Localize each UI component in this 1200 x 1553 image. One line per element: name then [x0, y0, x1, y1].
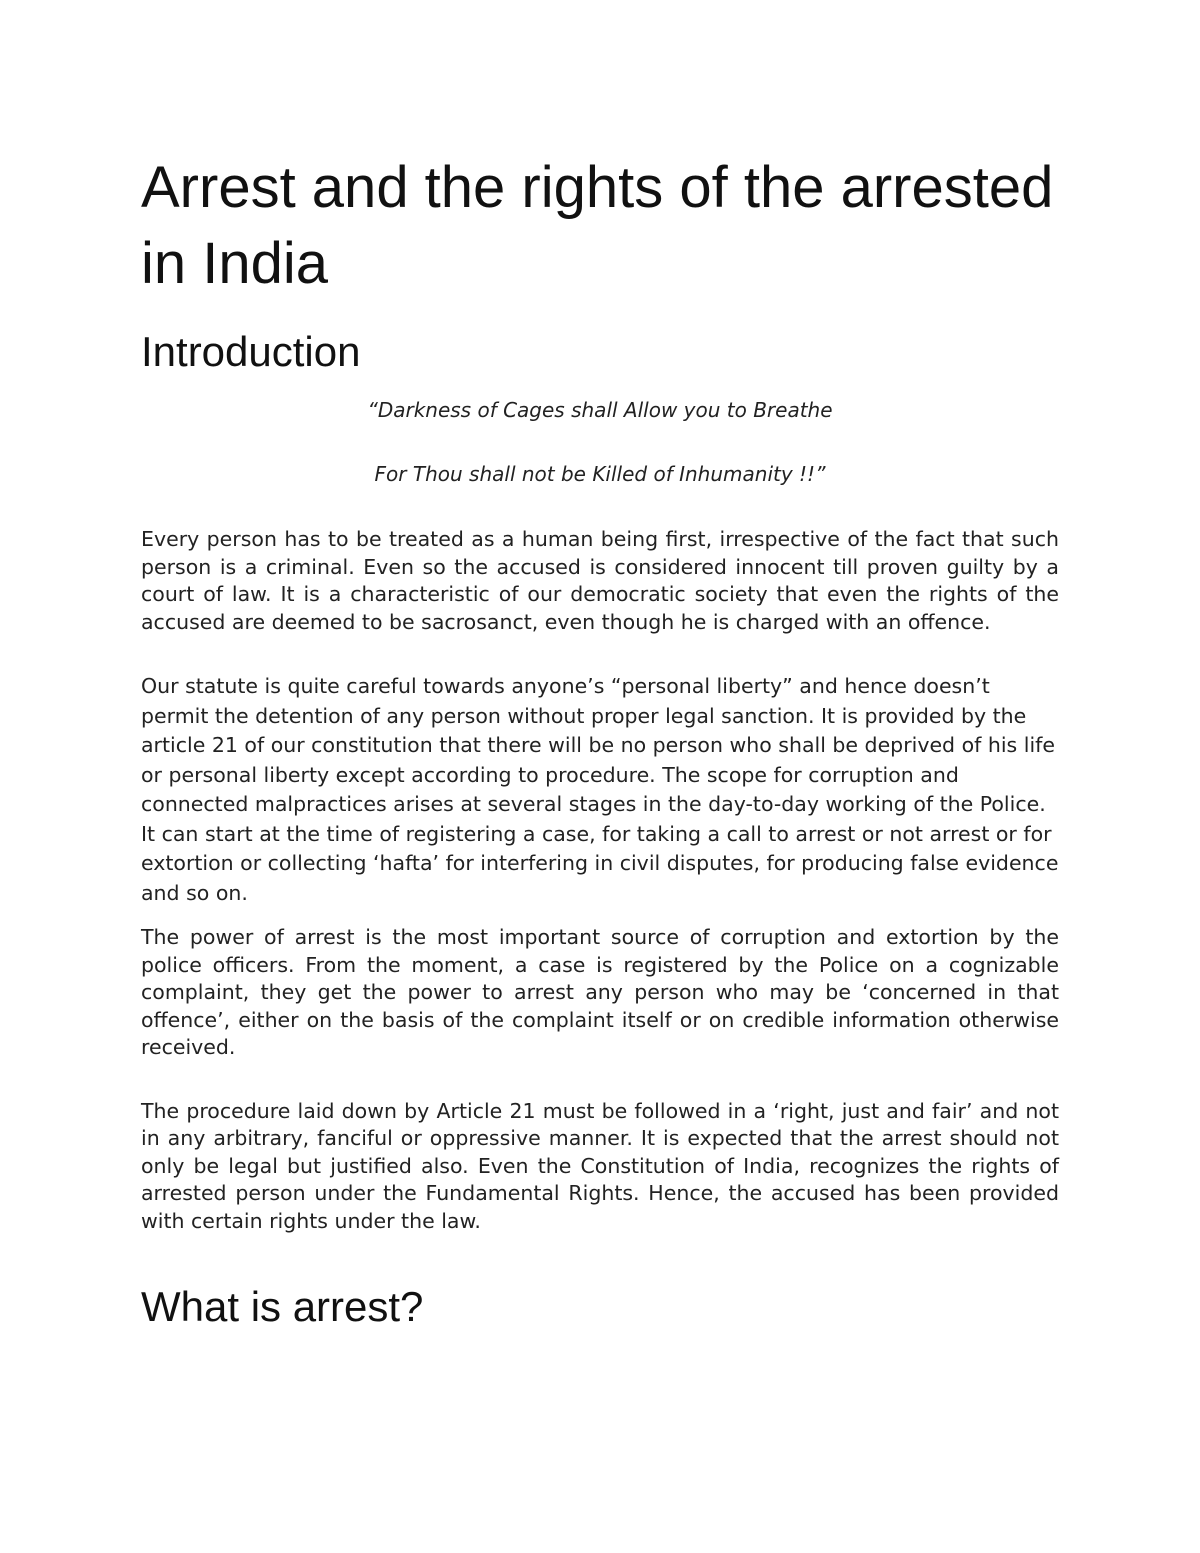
quote-line-1: “Darkness of Cages shall Allow you to Breathe — [367, 398, 833, 422]
paragraph-1: Every person has to be treated as a human being first, irrespective of the fact that such person is a criminal. Even so the accused is considered innocent till proven guilty by a court of law. It is a characteristic of our democratic society that even the rights of the accused are deemed to be sacrosanct, even though he is charged with an offence. — [141, 527, 1059, 634]
quote-line-2: For Thou shall not be Killed of Inhumanity !!” — [374, 462, 826, 486]
document-title: Arrest and the rights of the arrested in India — [141, 155, 1054, 296]
paragraph-3: The power of arrest is the most important source of corruption and extortion by the police officers. From the moment, a case is registered by the Police on a cognizable complaint, they get the power to arrest any person who may be ‘concerned in that offence’, either on the basis of the complaint itself or on credible information otherwise received. — [141, 925, 1059, 1059]
paragraph-4: The procedure laid down by Article 21 must be followed in a ‘right, just and fair’ and not in any arbitrary, fanciful or oppressive manner. It is expected that the arrest should not only be legal but justified also. Even the Constitution of India, recognizes the rights of arrested person under the Fundamental Rights. Hence, the accused has been provided with certain rights under the law. — [141, 1098, 1059, 1233]
section-heading-introduction: Introduction — [141, 328, 361, 375]
paragraph-2: Our statute is quite careful towards anyone’s “personal liberty” and hence doesn’t permit the detention of any person without proper legal sanction. It is provided by the article 21 of our constitution that there will be no person who shall be deprived of his life or personal liberty except according to procedure. The scope for corruption and connected malpractices arises at several stages in the day-to-day working of the Police. It can start at the time of registering a case, for taking a call to arrest or not arrest or for extortion or collecting ‘hafta’ for interfering in civil disputes, for producing false evidence and so on. — [141, 674, 1059, 905]
section-heading-what-is-arrest: What is arrest? — [141, 1283, 424, 1330]
document-page — [141, 150, 1059, 1335]
